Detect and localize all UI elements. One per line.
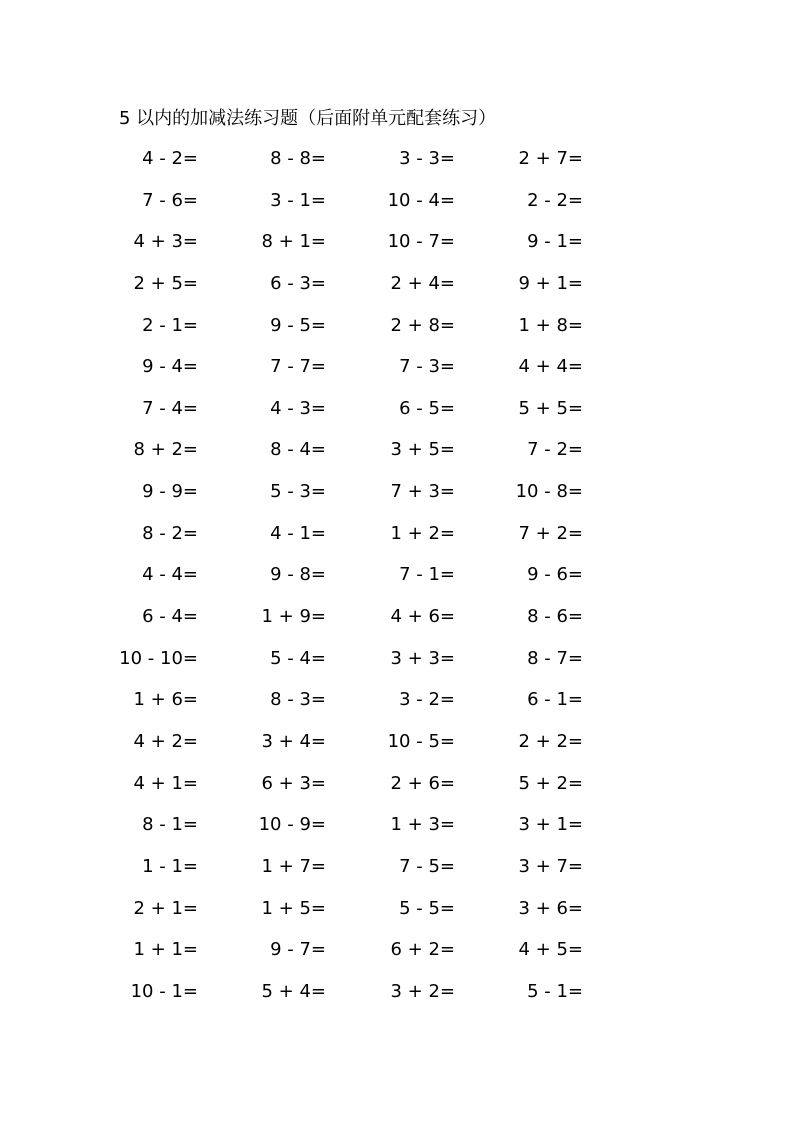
exercise-item: 8 - 1= <box>142 814 198 836</box>
exercise-item: 9 + 1= <box>518 272 583 294</box>
exercise-item: 9 - 4= <box>142 356 198 378</box>
exercise-item: 2 + 1= <box>133 897 198 919</box>
exercise-grid <box>0 146 794 1020</box>
exercise-item: 3 - 2= <box>399 689 455 711</box>
exercise-item: 9 - 7= <box>270 939 326 961</box>
exercise-item: 2 + 7= <box>518 148 583 169</box>
exercise-item: 4 + 6= <box>390 606 455 628</box>
exercise-row <box>0 229 794 271</box>
exercise-item: 1 + 6= <box>133 689 198 711</box>
exercise-item: 2 - 1= <box>142 314 198 336</box>
exercise-item: 1 + 7= <box>261 855 326 877</box>
exercise-item: 3 - 1= <box>270 189 326 211</box>
exercise-item: 3 + 3= <box>390 647 455 669</box>
exercise-item: 10 - 9= <box>258 814 326 836</box>
exercise-row <box>0 354 794 396</box>
exercise-item: 7 - 4= <box>142 397 198 419</box>
exercise-item: 4 + 3= <box>133 231 198 253</box>
exercise-item: 5 - 5= <box>399 897 455 919</box>
exercise-item: 5 + 4= <box>261 980 326 1002</box>
exercise-item: 2 + 4= <box>390 272 455 294</box>
exercise-row <box>0 313 794 355</box>
exercise-item: 4 + 5= <box>518 939 583 961</box>
exercise-item: 10 - 10= <box>119 647 198 669</box>
exercise-row <box>0 896 794 938</box>
exercise-item: 3 + 4= <box>261 730 326 752</box>
exercise-item: 10 - 4= <box>387 189 455 211</box>
exercise-item: 2 + 2= <box>518 730 583 752</box>
exercise-item: 7 + 3= <box>390 481 455 503</box>
exercise-item: 6 - 3= <box>270 272 326 294</box>
exercise-item: 6 + 2= <box>390 939 455 961</box>
exercise-item: 10 - 1= <box>130 980 198 1002</box>
exercise-row <box>0 937 794 979</box>
exercise-item: 8 - 8= <box>270 148 326 169</box>
exercise-item: 8 - 6= <box>527 606 583 628</box>
exercise-item: 4 - 3= <box>270 397 326 419</box>
exercise-row <box>0 521 794 563</box>
exercise-item: 3 + 1= <box>518 814 583 836</box>
exercise-item: 8 + 1= <box>261 231 326 253</box>
page-title: 5 以内的加减法练习题（后面附单元配套练习） <box>119 108 497 129</box>
exercise-row <box>0 146 794 188</box>
exercise-item: 10 - 7= <box>387 231 455 253</box>
exercise-item: 6 - 1= <box>527 689 583 711</box>
exercise-item: 4 - 2= <box>142 148 198 169</box>
exercise-item: 1 + 5= <box>261 897 326 919</box>
exercise-item: 4 + 2= <box>133 730 198 752</box>
exercise-row <box>0 646 794 688</box>
exercise-item: 3 + 6= <box>518 897 583 919</box>
exercise-item: 10 - 8= <box>515 481 583 503</box>
exercise-item: 1 + 3= <box>390 814 455 836</box>
exercise-item: 3 - 3= <box>399 148 455 169</box>
exercise-item: 8 + 2= <box>133 439 198 461</box>
exercise-item: 7 + 2= <box>518 522 583 544</box>
exercise-row <box>0 771 794 813</box>
exercise-item: 1 + 1= <box>133 939 198 961</box>
exercise-item: 4 + 4= <box>518 356 583 378</box>
exercise-item: 2 - 2= <box>527 189 583 211</box>
exercise-item: 9 - 9= <box>142 481 198 503</box>
exercise-item: 5 - 1= <box>527 980 583 1002</box>
exercise-row <box>0 271 794 313</box>
exercise-row <box>0 188 794 230</box>
exercise-item: 8 - 3= <box>270 689 326 711</box>
exercise-item: 5 + 2= <box>518 772 583 794</box>
exercise-row <box>0 687 794 729</box>
exercise-item: 7 - 1= <box>399 564 455 586</box>
exercise-item: 3 + 5= <box>390 439 455 461</box>
exercise-item: 7 - 2= <box>527 439 583 461</box>
exercise-row <box>0 437 794 479</box>
exercise-row <box>0 812 794 854</box>
exercise-item: 3 + 2= <box>390 980 455 1002</box>
exercise-item: 4 - 1= <box>270 522 326 544</box>
exercise-item: 9 - 5= <box>270 314 326 336</box>
exercise-item: 2 + 6= <box>390 772 455 794</box>
exercise-row <box>0 562 794 604</box>
exercise-item: 7 - 3= <box>399 356 455 378</box>
exercise-item: 7 - 6= <box>142 189 198 211</box>
exercise-item: 6 - 4= <box>142 606 198 628</box>
exercise-item: 8 - 2= <box>142 522 198 544</box>
exercise-item: 9 - 8= <box>270 564 326 586</box>
exercise-item: 8 - 7= <box>527 647 583 669</box>
exercise-item: 1 + 8= <box>518 314 583 336</box>
exercise-item: 5 - 4= <box>270 647 326 669</box>
exercise-item: 6 - 5= <box>399 397 455 419</box>
exercise-row <box>0 479 794 521</box>
exercise-item: 1 - 1= <box>142 855 198 877</box>
exercise-item: 1 + 9= <box>261 606 326 628</box>
exercise-item: 9 - 1= <box>527 231 583 253</box>
exercise-item: 2 + 5= <box>133 272 198 294</box>
exercise-row <box>0 729 794 771</box>
exercise-item: 3 + 7= <box>518 855 583 877</box>
exercise-item: 7 - 5= <box>399 855 455 877</box>
exercise-item: 6 + 3= <box>261 772 326 794</box>
exercise-item: 4 - 4= <box>142 564 198 586</box>
exercise-item: 8 - 4= <box>270 439 326 461</box>
exercise-item: 9 - 6= <box>527 564 583 586</box>
exercise-row <box>0 979 794 1021</box>
exercise-row <box>0 396 794 438</box>
exercise-item: 4 + 1= <box>133 772 198 794</box>
exercise-item: 7 - 7= <box>270 356 326 378</box>
exercise-item: 2 + 8= <box>390 314 455 336</box>
exercise-row <box>0 854 794 896</box>
exercise-item: 10 - 5= <box>387 730 455 752</box>
exercise-item: 5 - 3= <box>270 481 326 503</box>
exercise-item: 1 + 2= <box>390 522 455 544</box>
exercise-item: 5 + 5= <box>518 397 583 419</box>
exercise-row <box>0 604 794 646</box>
